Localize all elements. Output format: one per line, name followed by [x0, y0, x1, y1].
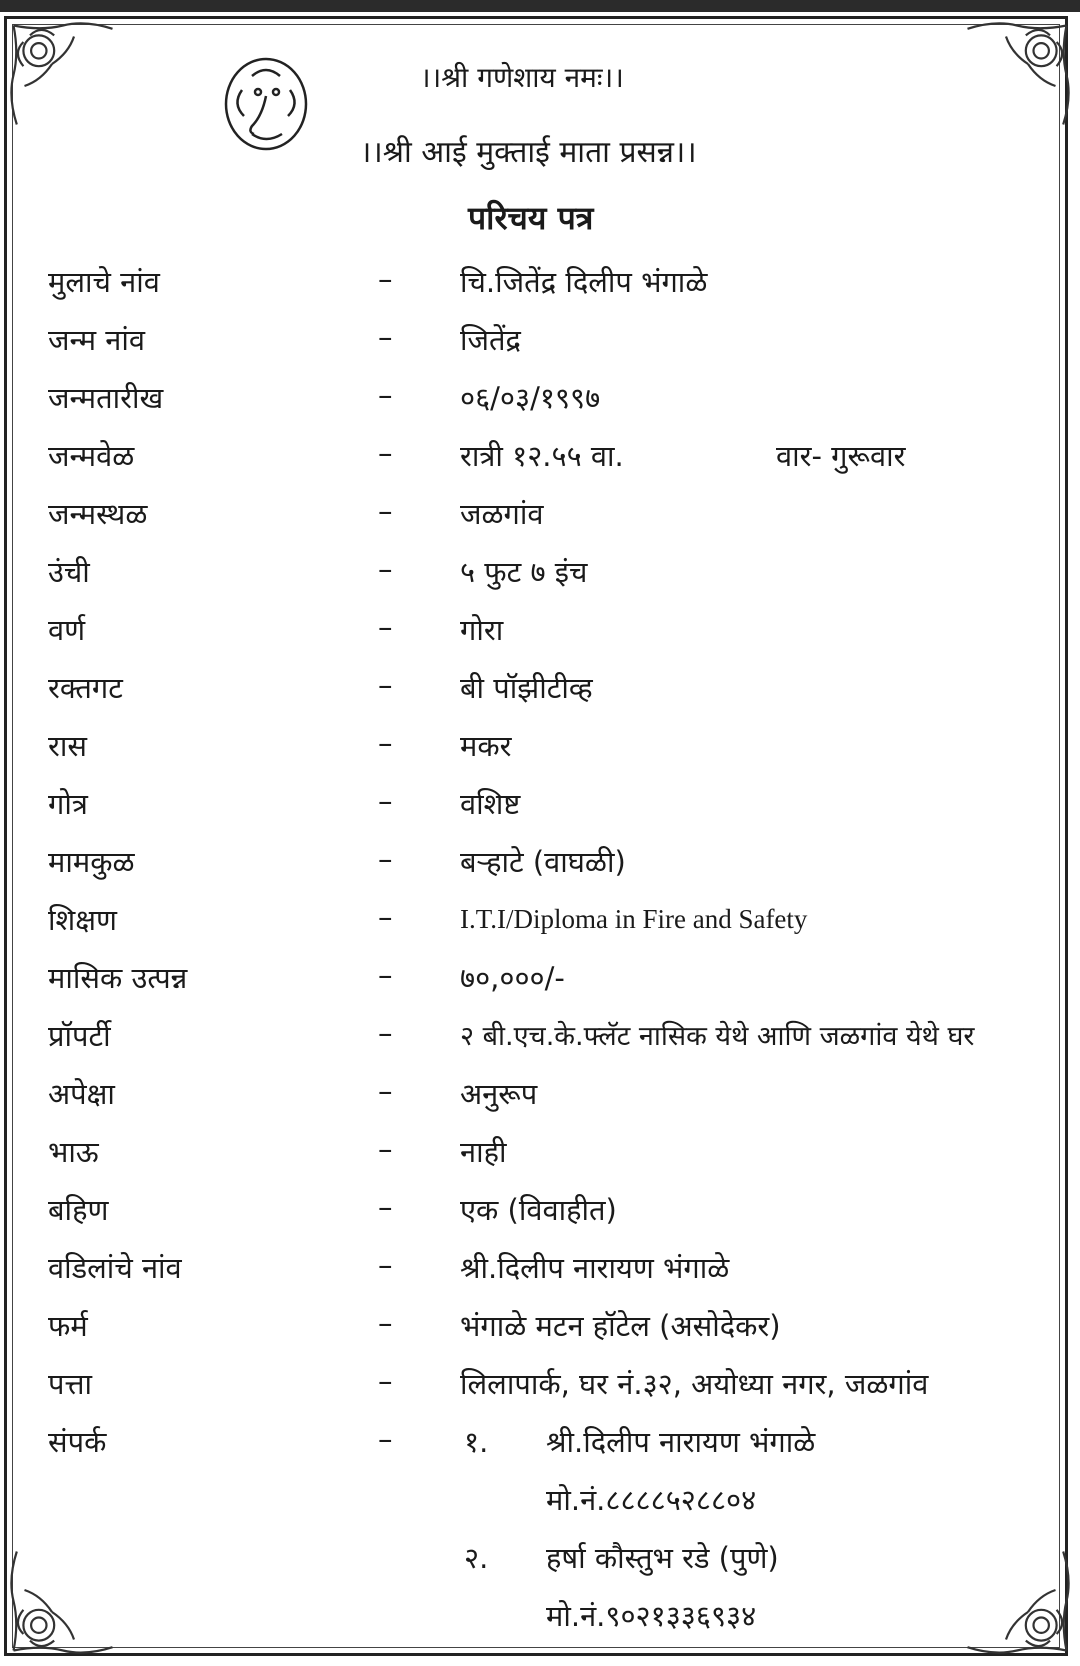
- field-label: बहिण: [48, 1193, 109, 1227]
- field-label: पत्ता: [48, 1367, 93, 1401]
- separator-dash: –: [378, 320, 393, 354]
- row-birth-place: [48, 494, 1048, 552]
- contact-name: श्री.दिलीप नारायण भंगाळे: [546, 1425, 816, 1459]
- field-value: लिलापार्क, घर नं.३२, अयोध्या नगर, जळगांव: [460, 1367, 929, 1401]
- field-label: शिक्षण: [48, 903, 117, 937]
- field-value: ५ फुट ७ इंच: [460, 555, 588, 589]
- row-birth-date: [48, 378, 1048, 436]
- row-expectation: [48, 1074, 1048, 1132]
- top-edge-bar: [0, 0, 1080, 12]
- field-label: जन्म नांव: [48, 323, 146, 357]
- row-brother: [48, 1132, 1048, 1190]
- separator-dash: –: [378, 1074, 393, 1108]
- field-label: गोत्र: [48, 787, 88, 821]
- row-address: [48, 1364, 1048, 1422]
- separator-dash: –: [378, 494, 393, 528]
- field-label: मासिक उत्पन्न: [48, 961, 188, 995]
- row-sister: [48, 1190, 1048, 1248]
- field-label: मामकुळ: [48, 845, 135, 879]
- row-firm: [48, 1306, 1048, 1364]
- row-father-name: [48, 1248, 1048, 1306]
- row-birth-time: [48, 436, 1048, 494]
- field-value: भंगाळे मटन हॉटेल (असोदेकर): [460, 1309, 781, 1343]
- separator-dash: –: [378, 610, 393, 644]
- contact-number: २.: [464, 1541, 489, 1575]
- row-monthly-income: [48, 958, 1048, 1016]
- separator-dash: –: [378, 1422, 393, 1456]
- field-label: उंची: [48, 555, 90, 589]
- field-value: जळगांव: [460, 497, 544, 531]
- field-value: नाही: [460, 1135, 507, 1169]
- separator-dash: –: [378, 552, 393, 586]
- separator-dash: –: [378, 1306, 393, 1340]
- contact-phone: मो.नं.९०२१३३६९३४: [546, 1599, 757, 1633]
- field-value: मकर: [460, 729, 512, 763]
- field-value: २ बी.एच.के.फ्लॅट नासिक येथे आणि जळगांव येथे घर: [460, 1021, 975, 1052]
- field-label: जन्मस्थळ: [48, 497, 148, 531]
- separator-dash: –: [378, 378, 393, 412]
- corner-ornament-icon: [8, 20, 118, 130]
- field-label: संपर्क: [48, 1425, 107, 1459]
- contact-1-name-row: [48, 1422, 1048, 1480]
- field-value: एक (विवाहीत): [460, 1193, 617, 1227]
- field-label: रक्तगट: [48, 671, 123, 705]
- contact-2-phone-row: [48, 1596, 1048, 1654]
- row-education: [48, 900, 1048, 958]
- separator-dash: –: [378, 262, 393, 296]
- field-value: चि.जितेंद्र दिलीप भंगाळे: [460, 265, 708, 299]
- field-value: श्री.दिलीप नारायण भंगाळे: [460, 1251, 730, 1285]
- row-complexion: [48, 610, 1048, 668]
- field-label: अपेक्षा: [48, 1077, 115, 1111]
- field-value: गोरा: [460, 613, 504, 647]
- row-property: [48, 1016, 1048, 1074]
- field-label: भाऊ: [48, 1135, 99, 1169]
- row-zodiac: [48, 726, 1048, 784]
- field-value: ७०,०००/-: [460, 961, 565, 995]
- row-height: [48, 552, 1048, 610]
- page-title: परिचय पत्र: [468, 199, 594, 237]
- field-label: प्रॉपर्टी: [48, 1019, 111, 1053]
- contact-phone: मो.नं.८८८८५२८८०४: [546, 1483, 757, 1517]
- contact-name: हर्षा कौस्तुभ रडे (पुणे): [546, 1541, 779, 1575]
- field-value: जितेंद्र: [460, 323, 521, 357]
- field-label: मुलाचे नांव: [48, 265, 160, 299]
- row-blood-group: [48, 668, 1048, 726]
- invocation-line-2: ।।श्री आई मुक्ताई माता प्रसन्न।।: [360, 135, 697, 170]
- field-label: जन्मतारीख: [48, 381, 164, 415]
- separator-dash: –: [378, 900, 393, 934]
- separator-dash: –: [378, 958, 393, 992]
- field-label: जन्मवेळ: [48, 439, 135, 473]
- field-value: ०६/०३/१९९७: [460, 381, 601, 415]
- row-gotra: [48, 784, 1048, 842]
- contact-2-name-row: [48, 1538, 1048, 1596]
- field-value: अनुरूप: [460, 1077, 538, 1111]
- separator-dash: –: [378, 1016, 393, 1050]
- contact-1-phone-row: [48, 1480, 1048, 1538]
- field-value: बी पॉझीटीव्ह: [460, 671, 593, 705]
- field-value: रात्री १२.५५ वा.: [460, 439, 624, 473]
- field-value: वशिष्ट: [460, 787, 521, 821]
- field-value: बऱ्हाटे (वाघळी): [460, 845, 626, 879]
- row-birth-name: [48, 320, 1048, 378]
- separator-dash: –: [378, 726, 393, 760]
- separator-dash: –: [378, 436, 393, 470]
- row-boy-name: [48, 262, 1048, 320]
- corner-ornament-icon: [962, 20, 1072, 130]
- separator-dash: –: [378, 784, 393, 818]
- contact-number: १.: [464, 1425, 489, 1459]
- separator-dash: –: [378, 1132, 393, 1166]
- invocation-line-1: ।।श्री गणेशाय नमः।।: [420, 61, 624, 94]
- field-value: I.T.I/Diploma in Fire and Safety: [460, 904, 808, 934]
- separator-dash: –: [378, 842, 393, 876]
- biodata-table: [48, 262, 1048, 1480]
- field-label: वर्ण: [48, 613, 86, 647]
- row-maternal-family: [48, 842, 1048, 900]
- field-label: फर्म: [48, 1309, 88, 1343]
- field-label: रास: [48, 729, 87, 763]
- separator-dash: –: [378, 1190, 393, 1224]
- field-label: वडिलांचे नांव: [48, 1251, 182, 1285]
- birth-weekday: वार- गुरूवार: [776, 439, 906, 473]
- separator-dash: –: [378, 1248, 393, 1282]
- separator-dash: –: [378, 1364, 393, 1398]
- ganesha-emblem-icon: [222, 56, 310, 152]
- separator-dash: –: [378, 668, 393, 702]
